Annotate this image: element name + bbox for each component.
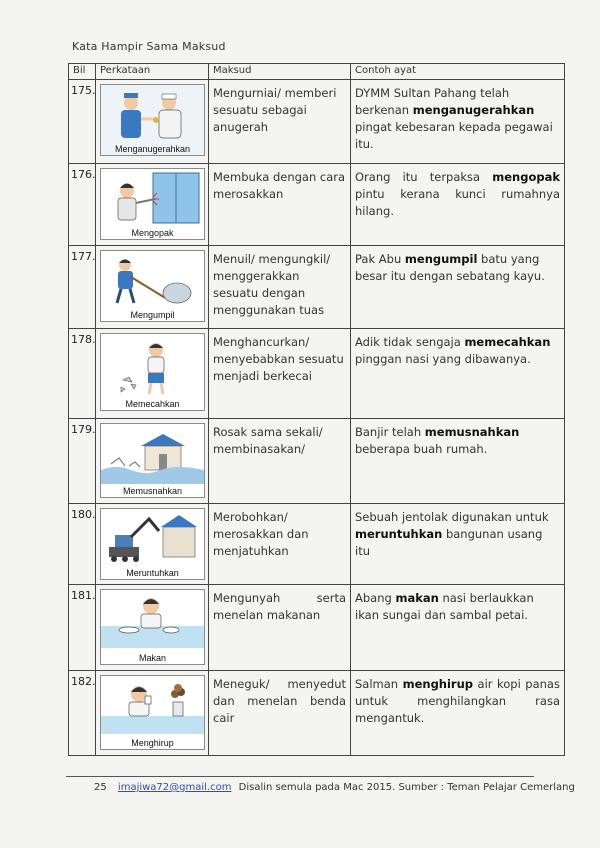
broken-plate-icon bbox=[100, 333, 205, 411]
example-keyword: meruntuhkan bbox=[355, 527, 443, 541]
column-header-contoh-ayat: Contoh ayat bbox=[351, 64, 565, 80]
meaning-cell: Rosak sama sekali/ membinasakan/ bbox=[209, 419, 351, 504]
row-number: 179. bbox=[69, 419, 96, 504]
word-caption: Meruntuhkan bbox=[126, 568, 179, 578]
page-number: 25 bbox=[94, 782, 107, 793]
example-keyword: menganugerahkan bbox=[412, 103, 535, 117]
example-cell: DYMM Sultan Pahang telah berkenan menganugerahkan pingat kebesaran kepada pegawai itu. bbox=[351, 80, 565, 164]
table-row bbox=[69, 585, 565, 671]
table-row bbox=[69, 504, 565, 585]
drinking-icon bbox=[100, 675, 205, 750]
row-number: 181. bbox=[69, 585, 96, 671]
excavator-icon bbox=[100, 508, 205, 580]
footer-email-link[interactable]: imajiwa72@gmail.com bbox=[117, 782, 232, 793]
example-cell: Salman menghirup air kopi panas untuk menghilangkan rasa mengantuk. bbox=[351, 671, 565, 756]
table-header-row bbox=[69, 64, 565, 80]
example-cell: Abang makan nasi berlaukkan ikan sungai dan sambal petai. bbox=[351, 585, 565, 671]
row-number: 175. bbox=[69, 80, 96, 164]
page-footer bbox=[94, 782, 575, 793]
column-header-bil: Bil bbox=[69, 64, 96, 80]
boy-eating-icon bbox=[100, 589, 205, 665]
example-keyword: mengumpil bbox=[404, 252, 478, 266]
footer-divider bbox=[66, 776, 534, 777]
meaning-cell: Menuil/ mengungkil/ menggerakkan sesuatu dengan menggunakan tuas bbox=[209, 246, 351, 329]
example-cell: Orang itu terpaksa mengopak pintu kerana kunci rumahnya hilang. bbox=[351, 164, 565, 246]
row-number: 178. bbox=[69, 329, 96, 419]
word-caption: Memecahkan bbox=[125, 399, 180, 409]
example-cell: Sebuah jentolak digunakan untuk meruntuhkan bangunan usang itu bbox=[351, 504, 565, 585]
row-number: 182. bbox=[69, 671, 96, 756]
meaning-cell: Membuka dengan cara merosakkan bbox=[209, 164, 351, 246]
meaning-cell: Merobohkan/ merosakkan dan menjatuhkan bbox=[209, 504, 351, 585]
table-row bbox=[69, 419, 565, 504]
example-keyword: memusnahkan bbox=[424, 425, 520, 439]
vocabulary-table bbox=[68, 63, 565, 756]
example-keyword: memecahkan bbox=[464, 335, 551, 349]
award-ceremony-icon bbox=[100, 84, 205, 156]
lever-rock-icon bbox=[100, 250, 205, 322]
row-number: 180. bbox=[69, 504, 96, 585]
word-caption: Mengumpil bbox=[130, 310, 175, 320]
table-row bbox=[69, 671, 565, 756]
meaning-cell: Mengunyah serta menelan makanan bbox=[209, 585, 351, 671]
example-keyword: makan bbox=[395, 591, 439, 605]
meaning-cell: Menghancurkan/ menyebabkan sesuatu menjadi berkecai bbox=[209, 329, 351, 419]
table-row bbox=[69, 164, 565, 246]
row-number: 176. bbox=[69, 164, 96, 246]
example-cell: Banjir telah memusnahkan beberapa buah rumah. bbox=[351, 419, 565, 504]
word-caption: Menghirup bbox=[131, 738, 174, 748]
word-caption: Makan bbox=[138, 653, 166, 663]
footer-note: Disalin semula pada Mac 2015. Sumber : Teman Pelajar Cemerlang bbox=[238, 782, 575, 793]
word-caption: Menganugerahkan bbox=[114, 144, 191, 154]
example-keyword: mengopak bbox=[492, 170, 560, 184]
word-caption: Mengopak bbox=[131, 228, 174, 238]
example-cell: Pak Abu mengumpil batu yang besar itu dengan sebatang kayu. bbox=[351, 246, 565, 329]
table-row bbox=[69, 80, 565, 164]
row-number: 177. bbox=[69, 246, 96, 329]
meaning-cell: Meneguk/ menyedut dan menelan benda cair bbox=[209, 671, 351, 756]
word-caption: Memusnahkan bbox=[122, 486, 183, 496]
meaning-cell: Mengurniai/ memberi sesuatu sebagai anugerah bbox=[209, 80, 351, 164]
column-header-maksud: Maksud bbox=[209, 64, 351, 80]
forcing-door-icon bbox=[100, 168, 205, 240]
table-row bbox=[69, 329, 565, 419]
example-keyword: menghirup bbox=[402, 677, 474, 691]
page-header-title: Kata Hampir Sama Maksud bbox=[72, 40, 226, 53]
column-header-perkataan: Perkataan bbox=[96, 64, 209, 80]
example-cell: Adik tidak sengaja memecahkan pinggan nasi yang dibawanya. bbox=[351, 329, 565, 419]
flood-house-icon bbox=[100, 423, 205, 498]
table-row bbox=[69, 246, 565, 329]
